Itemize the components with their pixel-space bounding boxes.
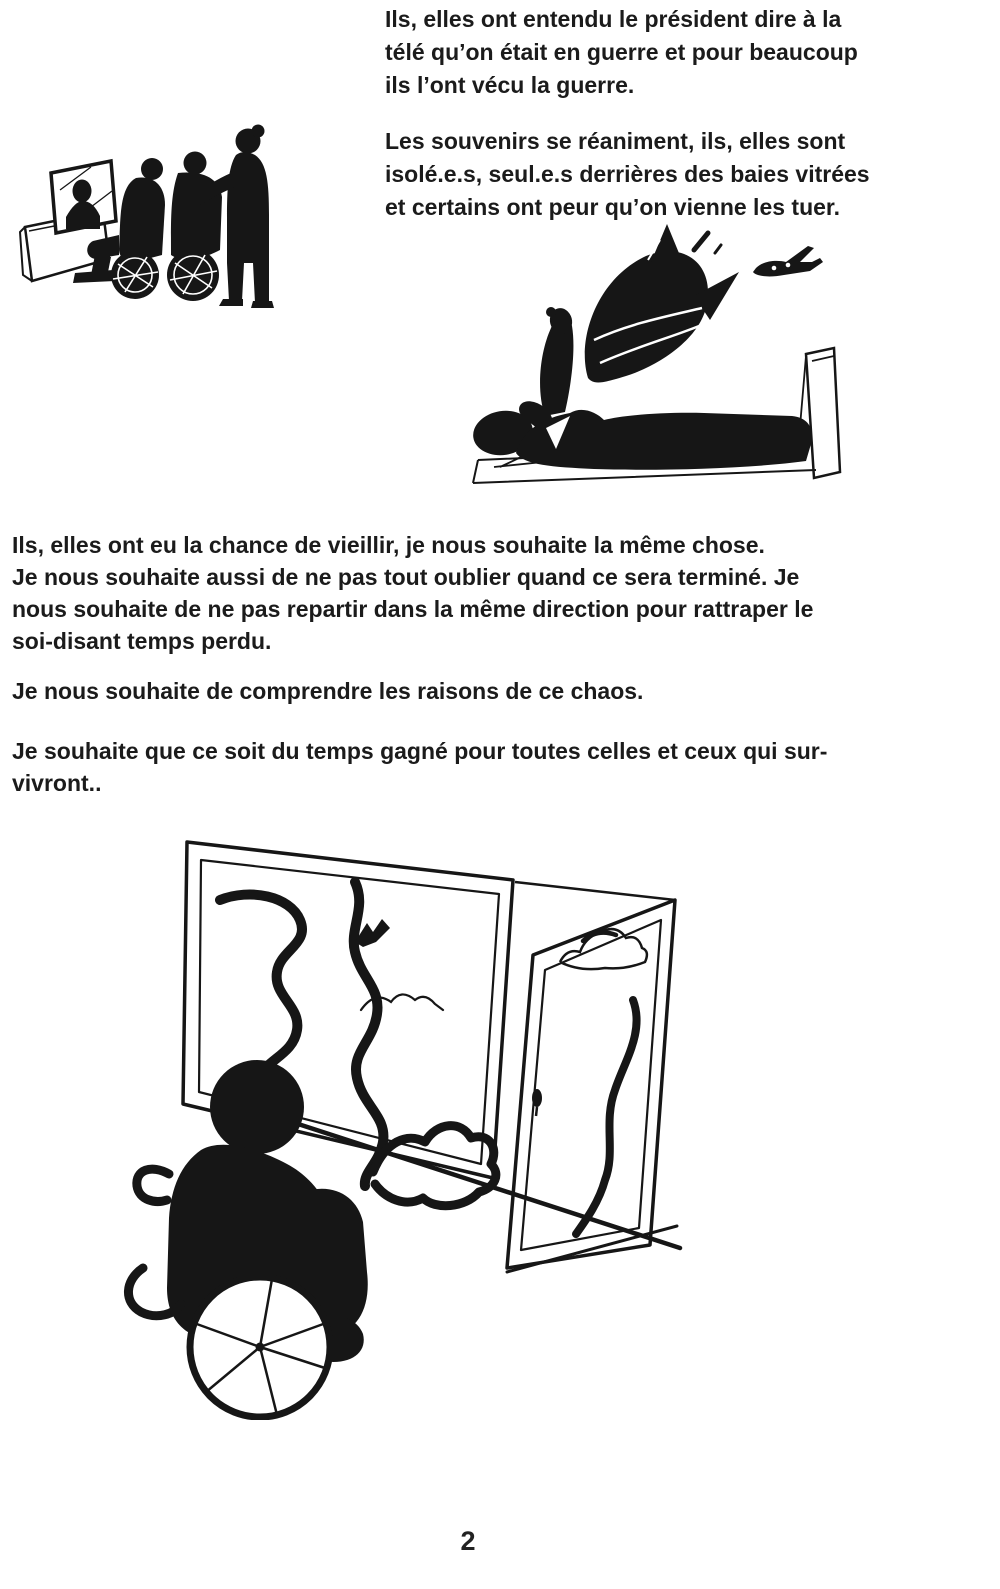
text-line: Ils, elles ont eu la chance de vieillir, je nous souhaite la même chose. bbox=[12, 532, 765, 558]
plane-icon bbox=[753, 246, 823, 276]
text-line: ils l’ont vécu la guerre. bbox=[385, 72, 635, 98]
page-number: 2 bbox=[460, 1526, 476, 1556]
paragraph-vieillir bbox=[12, 529, 813, 657]
text-line: soi-disant temps perdu. bbox=[12, 628, 272, 654]
window-scene-illustration bbox=[105, 820, 705, 1420]
tv-scene-illustration bbox=[15, 105, 320, 317]
bomb-scene-illustration bbox=[448, 220, 873, 510]
text-line: vivront.. bbox=[12, 770, 102, 796]
text-line: Je nous souhaite de comprendre les raisons de ce chaos. bbox=[12, 678, 644, 704]
text-line: et certains ont peur qu’on vienne les tuer. bbox=[385, 194, 840, 220]
bomb-icon bbox=[585, 224, 739, 382]
text-line: isolé.e.s, seul.e.s derrières des baies vitrées bbox=[385, 161, 870, 187]
text-line: Ils, elles ont entendu le président dire à la bbox=[385, 6, 842, 32]
paragraph-souvenirs bbox=[385, 125, 870, 224]
text-line: nous souhaite de ne pas repartir dans la même direction pour rattraper le bbox=[12, 596, 814, 622]
text-line: télé qu’on était en guerre et pour beaucoup bbox=[385, 39, 858, 65]
tv-icon bbox=[51, 161, 116, 233]
text-line: Les souvenirs se réaniment, ils, elles sont bbox=[385, 128, 846, 154]
wheelchair-user-icon bbox=[128, 1060, 367, 1417]
text-line: Je nous souhaite aussi de ne pas tout oublier quand ce sera terminé. Je bbox=[12, 564, 800, 590]
paragraph-chaos bbox=[12, 675, 643, 707]
open-shutter-icon bbox=[507, 900, 675, 1268]
paragraph-temps-gagne bbox=[12, 735, 827, 799]
paragraph-president-tv bbox=[385, 3, 858, 102]
text-line: Je souhaite que ce soit du temps gagné pour toutes celles et ceux qui sur- bbox=[12, 738, 828, 764]
motion-dashes-icon bbox=[694, 233, 721, 253]
